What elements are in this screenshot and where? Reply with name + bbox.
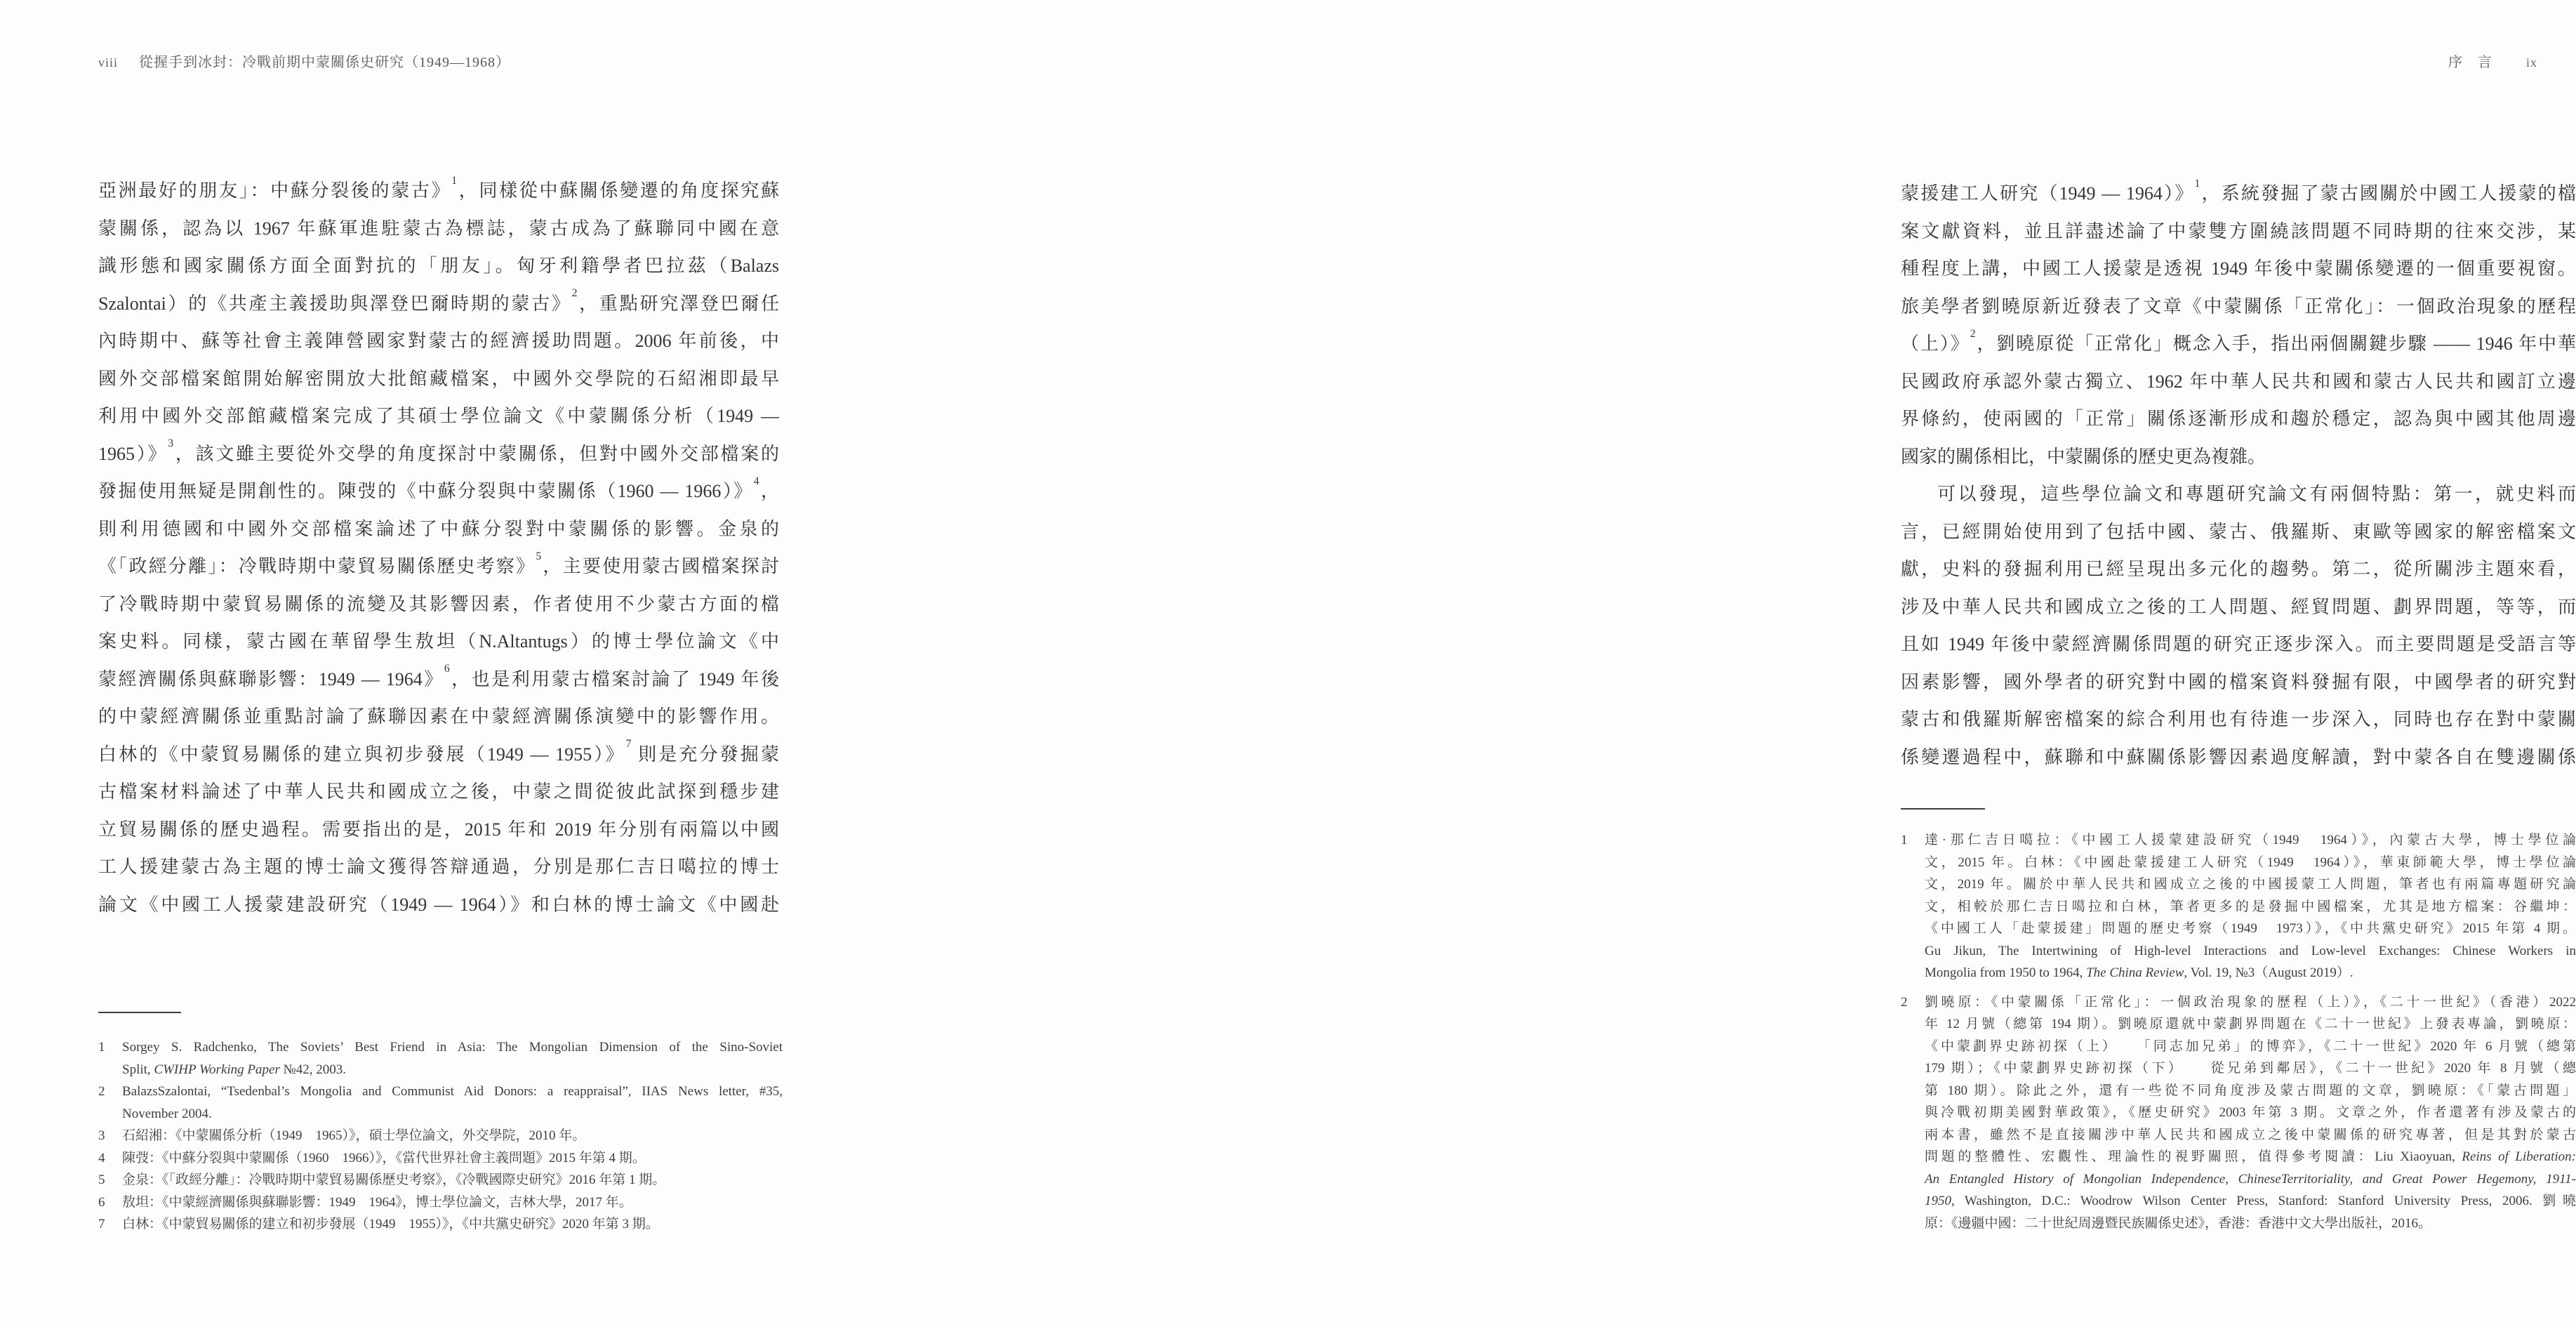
footnote-number: 2	[98, 1084, 105, 1099]
footnote-line: 石紹湘：《中蒙關係分析（1949 1965）》，碩士學位論文，外交學院，2010 年。	[122, 1128, 586, 1143]
footnote-number: 1	[98, 1040, 105, 1055]
footnote-line: 文，2019 年。關於中華人民共和國成立之後的中國援蒙工人問題，筆者也有兩篇專題研究論	[1925, 877, 2576, 892]
footnotes-right	[1901, 829, 2576, 1241]
text-line: 古檔案材料論述了中華人民共和國成立之後，中蒙之間從彼此試探到穩步建	[98, 781, 779, 802]
footnote-line: 文，2015 年。白林：《中國赴蒙援建工人研究（1949 1964）》，華東師範大學，博士學位論	[1925, 854, 2576, 870]
text-line: 因素影響，國外學者的研究對中國的檔案資料發掘有限，中國學者的研究對	[1901, 671, 2576, 692]
text-line: 且如 1949 年後中蒙經濟關係問題的研究正逐步深入。而主要問題是受語言等	[1901, 634, 2576, 654]
footnote-line: 179 期）；《中蒙劃界史跡初探（下） 從兄弟到鄰居》，《二十一世紀》2020 年 8 月號（總	[1925, 1061, 2576, 1076]
footnote-separator-left	[98, 1012, 181, 1013]
footnote-line: Mongolia from 1950 to 1964, The China Review, Vol. 19, №3（August 2019）.	[1925, 965, 2353, 980]
text-line: 國家的關係相比，中蒙關係的歷史更為複雜。	[1901, 446, 2266, 467]
text-line: 言，已經開始使用到了包括中國、蒙古、俄羅斯、東歐等國家的解密檔案文	[1901, 521, 2576, 542]
text-line: （上）》$^2$，劉曉原從「正常化」概念入手，指出兩個關鍵步驟 —— 1946 年中華	[1901, 327, 2576, 354]
right-page	[884, 0, 2576, 1327]
footnote	[98, 1147, 783, 1170]
footnote-number: 1	[1901, 833, 1908, 847]
text-line: 獻，史料的發掘利用已經呈現出多元化的趨勢。第二，從所關涉主題來看，	[1901, 559, 2576, 579]
footnote	[98, 1036, 783, 1081]
footnote-line: 敖坦：《中蒙經濟關係與蘇聯影響：1949 1964》，博士學位論文，吉林大學，2017 年。	[122, 1194, 632, 1210]
text-line: 的中蒙經濟關係並重點討論了蘇聯因素在中蒙經濟關係演變中的影響作用。	[98, 706, 779, 727]
footnote	[1901, 991, 2576, 1235]
footnote-line: 白林：《中蒙貿易關係的建立和初步發展（1949 1955）》，《中共黨史研究》2020 年第 3 期。	[122, 1217, 659, 1232]
body-text-left	[98, 172, 779, 923]
text-line: 識形態和國家關係方面全面對抗的「朋友」。匈牙利籍學者巴拉茲（Balazs	[98, 256, 779, 276]
footnote-line: 《中蒙劃界史跡初探（上） 「同志加兄弟」的博弈》，《二十一世紀》2020 年 6 月號（總第	[1925, 1038, 2576, 1054]
text-line: 論文《中國工人援蒙建設研究（1949 — 1964）》和白林的博士論文《中國赴	[98, 894, 779, 915]
footnote	[98, 1191, 783, 1214]
footnote	[1901, 829, 2576, 984]
footnote-number: 7	[98, 1217, 105, 1232]
footnote-line: 兩本書，雖然不是直接關涉中華人民共和國成立之後中蒙關係的研究專著，但是其對於蒙古	[1925, 1127, 2576, 1142]
footnote-number: 5	[98, 1173, 105, 1187]
footnote-number: 3	[98, 1128, 105, 1143]
footnote-line: 《中國工人「赴蒙援建」問題的歷史考察（1949 1973）》，《中共黨史研究》2015 年第 4 期。	[1925, 921, 2576, 936]
text-line: 蒙關係，認為以 1967 年蘇軍進駐蒙古為標誌，蒙古成為了蘇聯同中國在意	[98, 218, 779, 239]
footnote-line: Sorgey S. Radchenko, The Soviets’ Best Friend in Asia: The Mongolian Dimension of the Sino-Soviet	[122, 1040, 783, 1055]
footnote-line: 第 180 期）。除此之外，還有一些從不同角度涉及蒙古問題的文章，劉曉原：《「蒙古問題」	[1925, 1083, 2576, 1098]
text-line: 蒙古和俄羅斯解密檔案的綜合利用也有待進一步深入，同時也存在對中蒙關	[1901, 709, 2576, 729]
footnote-number: 6	[98, 1194, 105, 1210]
text-line: 立貿易關係的歷史過程。需要指出的是，2015 年和 2019 年分別有兩篇以中國	[98, 819, 779, 840]
text-line: 白林的《中蒙貿易關係的建立與初步發展（1949 — 1955）》$^7$ 則是充分發掘蒙	[98, 738, 779, 765]
text-line: 工人援建蒙古為主題的博士論文獲得答辯通過，分別是那仁吉日噶拉的博士	[98, 857, 779, 877]
text-line: 利用中國外交部館藏檔案完成了其碩士學位論文《中蒙關係分析（1949 —	[98, 406, 779, 426]
text-line: 蒙援建工人研究（1949 — 1964）》$^1$，系統發掘了蒙古國關於中國工人援蒙的檔	[1901, 177, 2576, 204]
footnote	[98, 1213, 783, 1236]
text-line: 可以發現，這些學位論文和專題研究論文有兩個特點：第一，就史料而	[1937, 484, 2576, 504]
text-line: 旅美學者劉曉原新近發表了文章《中蒙關係「正常化」：一個政治現象的歷程	[1901, 296, 2576, 317]
text-line: 則利用德國和中國外交部檔案論述了中蘇分裂對中蒙關係的影響。金泉的	[98, 518, 779, 539]
text-line: 1965）》$^3$，該文雖主要從外交學的角度探討中蒙關係，但對中國外交部檔案的	[98, 437, 779, 464]
footnote-line: 文，相較於那仁吉日噶拉和白林，筆者更多的是發掘中國檔案，尤其是地方檔案：谷繼坤：	[1925, 899, 2576, 914]
footnote-line: 金泉：《「政經分離」：冷戰時期中蒙貿易關係歷史考察》，《冷戰國際史研究》2016 年第 1 期。	[122, 1173, 666, 1187]
footnotes-left	[98, 1036, 783, 1236]
text-line: 發掘使用無疑是開創性的。陳弢的《中蘇分裂與中蒙關係（1960 — 1966）》$^4$，	[98, 475, 779, 501]
footnote-line: Split, CWIHP Working Paper №42, 2003.	[122, 1062, 346, 1077]
book-title-header: 從握手到冰封：冷戰前期中蒙關係史研究（1949—1968）	[139, 55, 511, 70]
footnote-line: 年 12 月號（總第 194 期）。劉曉原還就中蒙劃界問題在《二十一世紀》上發表專論，劉曉原：	[1925, 1017, 2576, 1031]
footnote-line: 達·那仁吉日噶拉：《中國工人援蒙建設研究（1949 1964）》，內蒙古大學，博士學位論	[1925, 833, 2576, 847]
footnote-number: 4	[98, 1150, 105, 1166]
page-number-left: viii	[98, 55, 119, 70]
footnote	[98, 1081, 783, 1125]
footnote	[98, 1169, 783, 1191]
text-line: 界條約，使兩國的「正常」關係逐漸形成和趨於穩定，認為與中國其他周邊	[1901, 409, 2576, 429]
text-line: 係變遷過程中，蘇聯和中蘇關係影響因素過度解讀，對中蒙各自在雙邊關係	[1901, 746, 2576, 767]
text-line: 民國政府承認外蒙古獨立、1962 年中華人民共和國和蒙古人民共和國訂立邊	[1901, 371, 2576, 392]
running-header-left	[98, 51, 510, 71]
footnote-line: Gu Jikun, The Intertwining of High-level Interactions and Low-level Exchanges: Chinese Workers in	[1925, 943, 2576, 958]
footnote-line: 問題的整體性、宏觀性、理論性的視野關照，值得參考閱讀：Liu Xiaoyuan, Reins of Liberation:	[1925, 1149, 2576, 1164]
running-header-right	[2448, 51, 2537, 71]
text-line: 涉及中華人民共和國成立之後的工人問題、經貿問題、劃界問題，等等，而	[1901, 596, 2576, 617]
text-line: 《「政經分離」：冷戰時期中蒙貿易關係歷史考察》$^5$，主要使用蒙古國檔案探討	[98, 550, 779, 576]
page-number-right: ix	[2526, 55, 2538, 70]
footnote-number: 2	[1901, 994, 1908, 1010]
text-line: 國外交部檔案館開始解密開放大批館藏檔案，中國外交學院的石紹湘即最早	[98, 368, 779, 389]
footnote	[98, 1125, 783, 1147]
body-text-right	[1901, 175, 2576, 776]
footnote-line: BalazsSzalontai, “Tsedenbal’s Mongolia and Communist Aid Donors: a reappraisal”, IIAS News letter, #35,	[122, 1084, 783, 1099]
footnote-line: 陳弢：《中蘇分裂與中蒙關係（1960 1966）》，《當代世界社會主義問題》2015 年第 4 期。	[122, 1150, 646, 1166]
text-line: 種程度上講，中國工人援蒙是透視 1949 年後中蒙關係變遷的一個重要視窗。	[1901, 258, 2576, 279]
text-line: 蒙經濟關係與蘇聯影響：1949 — 1964》$^6$，也是利用蒙古檔案討論了 1949 年後	[98, 663, 779, 689]
text-line: 亞洲最好的朋友」：中蘇分裂後的蒙古》$^1$，同樣從中蘇關係變遷的角度探究蘇	[98, 174, 779, 201]
chapter-title-header: 序 言	[2448, 55, 2492, 70]
text-line: 內時期中、蘇等社會主義陣營國家對蒙古的經濟援助問題。2006 年前後，中	[98, 331, 779, 351]
text-line: 了冷戰時期中蒙貿易關係的流變及其影響因素，作者使用不少蒙古方面的檔	[98, 593, 779, 614]
footnote-line: 與冷戰初期美國對華政策》，《歷史研究》2003 年第 3 期。文章之外，作者還著有涉及蒙古的	[1925, 1105, 2576, 1120]
footnote-line: 原：《邊疆中國：二十世紀周邊暨民族關係史述》，香港：香港中文大學出版社，2016。	[1925, 1215, 2432, 1231]
footnote-separator-right	[1901, 808, 1985, 810]
text-line: Szalontai）的《共產主義援助與澤登巴爾時期的蒙古》$^2$，重點研究澤登巴爾任	[98, 287, 779, 314]
text-line: 案文獻資料，並且詳盡述論了中蒙雙方圍繞該問題不同時期的往來交涉，某	[1901, 220, 2576, 242]
footnote-line: November 2004.	[122, 1106, 212, 1121]
text-line: 案史料。同樣，蒙古國在華留學生敖坦（N.Altantugs）的博士學位論文《中	[98, 631, 779, 652]
left-page	[0, 0, 884, 1327]
footnote-line: 劉曉原：《中蒙關係「正常化」：一個政治現象的歷程（上）》，《二十一世紀》（香港）2022	[1925, 994, 2576, 1010]
footnote-line: An Entangled History of Mongolian Independence, ChineseTerritoriality, and Great Power Hegemony, 1911-	[1925, 1171, 2576, 1187]
footnote-line: 1950, Washington, D.C.: Woodrow Wilson Center Press, Stanford: Stanford University Press, 2006. 劉曉	[1925, 1194, 2576, 1208]
